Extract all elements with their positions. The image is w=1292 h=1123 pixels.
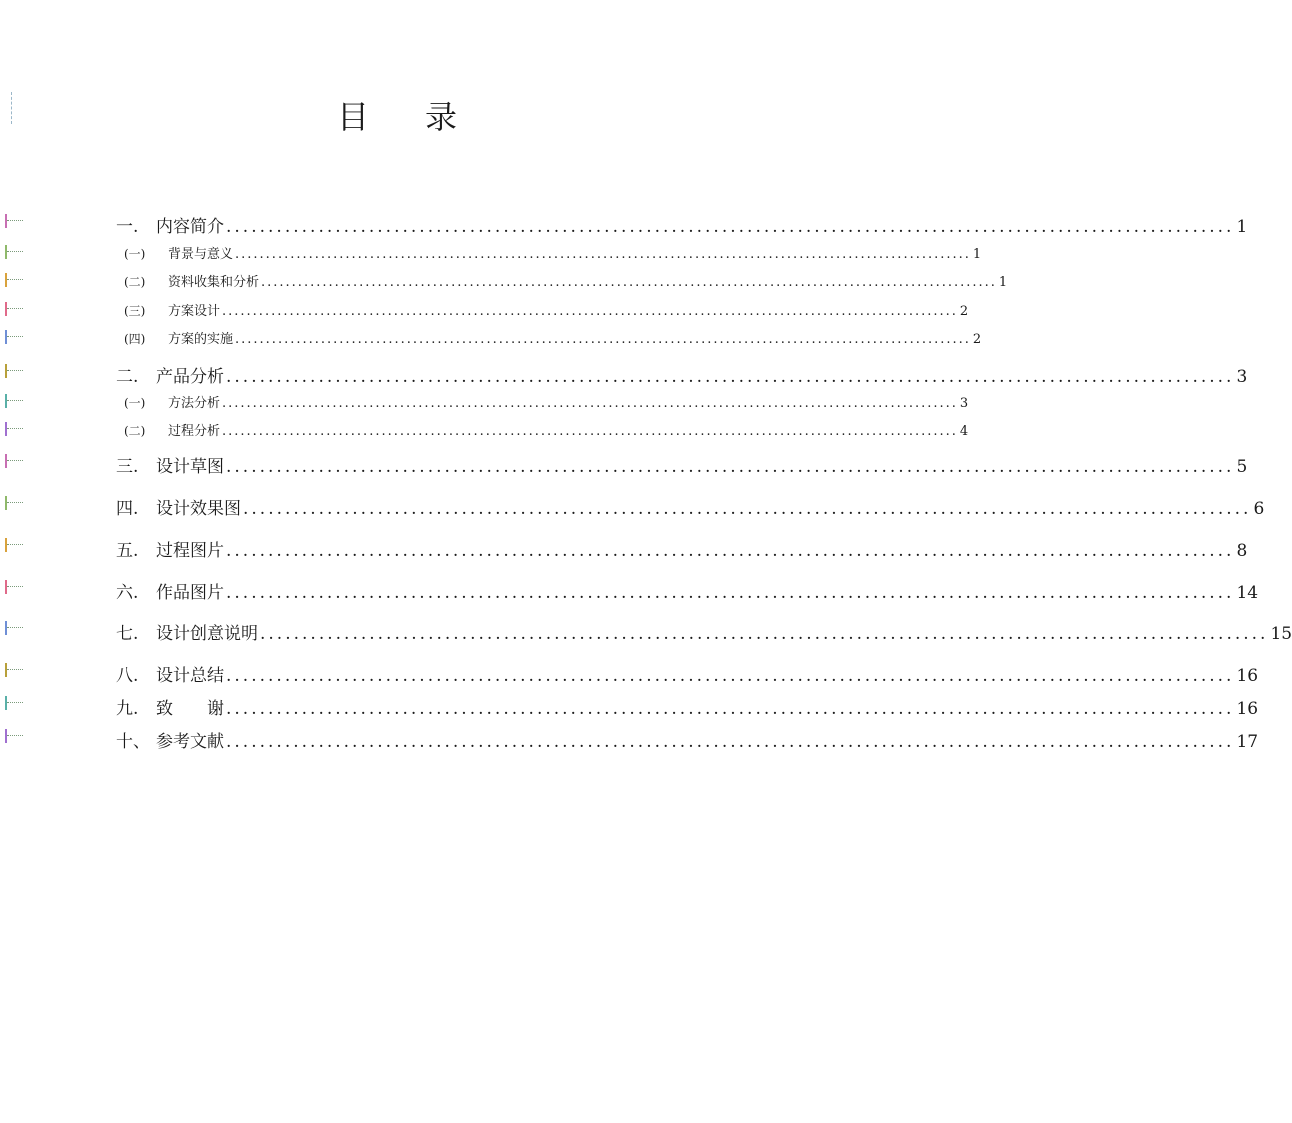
dot-leader: ........................................................................................................................: [222, 396, 958, 411]
toc-chapter-entry[interactable]: [116, 619, 1292, 644]
entry-page-number: 17: [1236, 732, 1259, 752]
entry-title: 方法分析: [168, 396, 221, 411]
entry-number: 七.: [116, 624, 139, 644]
title-char-2: 录: [425, 98, 458, 136]
dot-leader: ........................................................................................................................: [226, 732, 1235, 752]
entry-title: 设计草图: [156, 457, 224, 477]
dot-leader: ........................................................................................................................: [226, 367, 1235, 387]
entry-number: 六.: [116, 583, 139, 603]
dot-leader: ........................................................................................................................: [260, 624, 1269, 644]
entry-marker-icon: [3, 454, 23, 468]
entry-page-number: 1: [1236, 217, 1248, 237]
entry-marker-icon: [3, 302, 23, 316]
entry-title: 设计总结: [156, 666, 224, 686]
entry-page-number: 3: [959, 396, 969, 411]
entry-marker-icon: [3, 394, 23, 408]
toc-section-entry[interactable]: [124, 243, 982, 262]
entry-title: 过程分析: [168, 424, 221, 439]
entry-title: 过程图片: [156, 541, 224, 561]
entry-page-number: 3: [1236, 367, 1248, 387]
entry-marker-icon: [3, 729, 23, 743]
entry-number: 五.: [116, 541, 139, 561]
entry-page-number: 4: [959, 424, 969, 439]
entry-number: (一): [124, 247, 146, 261]
entry-number: 二.: [116, 367, 139, 387]
entry-page-number: 16: [1236, 699, 1259, 719]
dot-leader: ........................................................................................................................: [226, 666, 1235, 686]
dot-leader: ........................................................................................................................: [226, 457, 1235, 477]
entry-number: 十、: [116, 732, 150, 752]
toc-section-entry[interactable]: [124, 300, 969, 319]
title-char-1: 目: [336, 98, 369, 136]
dot-leader: ........................................................................................................................: [235, 332, 971, 347]
entry-number: 三.: [116, 457, 139, 477]
dot-leader: ........................................................................................................................: [226, 541, 1235, 561]
toc-chapter-entry[interactable]: [116, 694, 1259, 719]
toc-chapter-entry[interactable]: [116, 362, 1248, 387]
entry-marker-icon: [3, 330, 23, 344]
entry-marker-icon: [3, 273, 23, 287]
dot-leader: ........................................................................................................................: [226, 217, 1235, 237]
entry-number: (二): [124, 424, 146, 438]
entry-marker-icon: [3, 621, 23, 635]
entry-marker-icon: [3, 538, 23, 552]
entry-marker-icon: [3, 364, 23, 378]
entry-number: (四): [124, 332, 146, 346]
entry-page-number: 5: [1236, 457, 1248, 477]
entry-title: 背景与意义: [168, 247, 234, 262]
entry-number: 四.: [116, 499, 139, 519]
entry-marker-icon: [3, 580, 23, 594]
toc-chapter-entry[interactable]: [116, 452, 1248, 477]
entry-number: (二): [124, 275, 146, 289]
entry-page-number: 6: [1253, 499, 1265, 519]
entry-number: 八.: [116, 666, 139, 686]
entry-title: 设计创意说明: [156, 624, 258, 644]
dot-leader: ........................................................................................................................: [226, 699, 1235, 719]
entry-title: 方案设计: [168, 304, 221, 319]
entry-title: 作品图片: [156, 583, 224, 603]
toc-section-entry[interactable]: [124, 328, 982, 347]
toc-chapter-entry[interactable]: [116, 494, 1265, 519]
entry-page-number: 1: [972, 247, 982, 262]
entry-title: 致 谢: [156, 699, 224, 719]
dot-leader: ........................................................................................................................: [226, 583, 1235, 603]
entry-page-number: 14: [1236, 583, 1259, 603]
dot-leader: ........................................................................................................................: [235, 247, 971, 262]
dot-leader: ........................................................................................................................: [261, 275, 997, 290]
entry-number: (一): [124, 396, 146, 410]
entry-marker-icon: [3, 663, 23, 677]
entry-marker-icon: [3, 696, 23, 710]
toc-chapter-entry[interactable]: [116, 661, 1259, 686]
entry-number: 九.: [116, 699, 139, 719]
entry-page-number: 1: [998, 275, 1008, 290]
entry-title: 资料收集和分析: [168, 275, 260, 290]
entry-marker-icon: [3, 214, 23, 228]
entry-page-number: 16: [1236, 666, 1259, 686]
entry-marker-icon: [3, 496, 23, 510]
entry-page-number: 8: [1236, 541, 1248, 561]
toc-section-entry[interactable]: [124, 271, 1008, 290]
dot-leader: ........................................................................................................................: [222, 304, 958, 319]
toc-chapter-entry[interactable]: [116, 578, 1259, 603]
toc-section-entry[interactable]: [124, 392, 969, 411]
entry-title: 方案的实施: [168, 332, 234, 347]
entry-title: 设计效果图: [156, 499, 241, 519]
entry-title: 内容简介: [156, 217, 224, 237]
dot-leader: ........................................................................................................................: [243, 499, 1252, 519]
toc-section-entry[interactable]: [124, 420, 969, 439]
toc-chapter-entry[interactable]: [116, 727, 1259, 752]
entry-title: 产品分析: [156, 367, 224, 387]
entry-page-number: 2: [959, 304, 969, 319]
entry-page-number: 15: [1270, 624, 1292, 644]
entry-number: 一.: [116, 217, 139, 237]
entry-title: 参考文献: [156, 732, 224, 752]
entry-marker-icon: [3, 245, 23, 259]
entry-marker-icon: [3, 422, 23, 436]
entry-page-number: 2: [972, 332, 982, 347]
entry-number: (三): [124, 304, 146, 318]
dot-leader: ........................................................................................................................: [222, 424, 958, 439]
toc-chapter-entry[interactable]: [116, 536, 1248, 561]
toc-chapter-entry[interactable]: [116, 212, 1248, 237]
